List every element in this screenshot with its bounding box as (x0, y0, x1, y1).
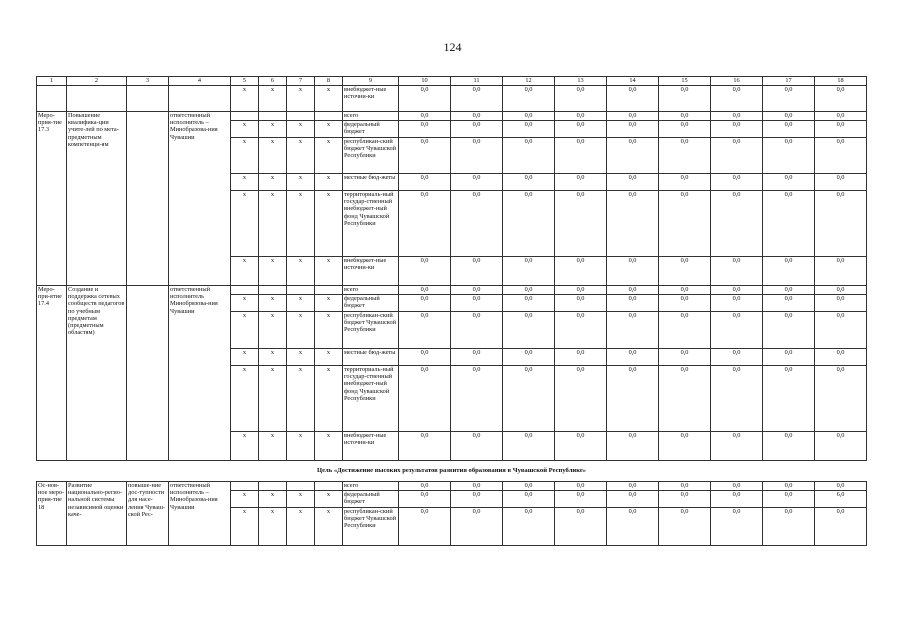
value-cell: 0,0 (659, 174, 711, 191)
funding-source: всего (343, 286, 399, 295)
x-marker: х (259, 432, 287, 461)
value-cell: 0,0 (815, 174, 867, 191)
value-cell: 0,0 (711, 121, 763, 138)
column-number-9: 9 (343, 77, 399, 86)
value-cell: 0,0 (451, 257, 503, 286)
value-cell: 0,0 (711, 482, 763, 491)
empty-cell (287, 482, 315, 491)
value-cell: 0,0 (555, 432, 607, 461)
value-cell: 0,0 (763, 312, 815, 349)
value-cell: 0,0 (659, 138, 711, 174)
value-cell: 0,0 (503, 138, 555, 174)
value-cell: 0,0 (815, 286, 867, 295)
column-number-14: 14 (607, 77, 659, 86)
value-cell: 0,0 (815, 112, 867, 121)
column-number-row (37, 77, 867, 86)
value-cell: 0,0 (607, 366, 659, 432)
value-cell: 0,0 (763, 112, 815, 121)
x-marker: х (287, 257, 315, 286)
column-number-10: 10 (399, 77, 451, 86)
value-cell: 0,0 (815, 121, 867, 138)
x-marker: х (315, 491, 343, 508)
value-cell: 0,0 (451, 138, 503, 174)
x-marker: х (259, 491, 287, 508)
value-cell: 0,0 (607, 491, 659, 508)
column-number-3: 3 (127, 77, 169, 86)
column-number-15: 15 (659, 77, 711, 86)
empty-cell (127, 286, 169, 461)
empty-cell (231, 286, 259, 295)
value-cell: 0,0 (503, 508, 555, 546)
value-cell: 0,0 (399, 482, 451, 491)
x-marker: х (315, 138, 343, 174)
value-cell: 0,0 (711, 191, 763, 257)
value-cell: 0,0 (399, 191, 451, 257)
value-cell: 0,0 (763, 295, 815, 312)
value-cell: 0,0 (503, 174, 555, 191)
value-cell: 0,0 (555, 112, 607, 121)
x-marker: х (315, 349, 343, 366)
value-cell: 0,0 (555, 138, 607, 174)
column-number-17: 17 (763, 77, 815, 86)
empty-cell (315, 286, 343, 295)
x-marker: х (231, 491, 259, 508)
value-cell: 0,0 (763, 482, 815, 491)
value-cell: 0,0 (555, 257, 607, 286)
measure-code: Меро-при-ятие 17.4 (37, 286, 67, 461)
value-cell: 0,0 (607, 432, 659, 461)
value-cell: 0,0 (763, 174, 815, 191)
x-marker: х (315, 432, 343, 461)
value-cell: 6,0 (815, 491, 867, 508)
value-cell: 0,0 (763, 491, 815, 508)
value-cell: 0,0 (607, 286, 659, 295)
value-cell: 0,0 (815, 349, 867, 366)
x-marker: х (287, 312, 315, 349)
value-cell: 0,0 (503, 257, 555, 286)
value-cell: 0,0 (607, 191, 659, 257)
measure-name: Повышение квалифика-ции учите-лей по мета-предметным компетенци-ям (67, 112, 127, 286)
funding-source: республикан-ский бюджет Чувашской Республики (343, 312, 399, 349)
value-cell: 0,0 (451, 191, 503, 257)
value-cell: 0,0 (503, 191, 555, 257)
value-cell: 0,0 (659, 121, 711, 138)
x-marker: х (259, 138, 287, 174)
value-cell: 0,0 (451, 312, 503, 349)
value-cell: 0,0 (503, 349, 555, 366)
value-cell: 0,0 (711, 286, 763, 295)
x-marker: х (231, 86, 259, 112)
empty-cell (169, 86, 231, 112)
x-marker: х (287, 174, 315, 191)
value-cell: 0,0 (607, 112, 659, 121)
value-cell: 0,0 (399, 349, 451, 366)
value-cell: 0,0 (659, 191, 711, 257)
column-number-5: 5 (231, 77, 259, 86)
x-marker: х (259, 86, 287, 112)
x-marker: х (287, 295, 315, 312)
value-cell: 0,0 (399, 432, 451, 461)
funding-source: местные бюд-жеты (343, 174, 399, 191)
x-marker: х (231, 174, 259, 191)
value-cell: 0,0 (815, 295, 867, 312)
empty-cell (287, 112, 315, 121)
value-cell: 0,0 (815, 257, 867, 286)
value-cell: 0,0 (399, 174, 451, 191)
column-number-2: 2 (67, 77, 127, 86)
value-cell: 0,0 (555, 295, 607, 312)
value-cell: 0,0 (711, 366, 763, 432)
measure-name: Развитие национально-регио-нальной системы независимой оценки каче- (67, 482, 127, 546)
x-marker: х (287, 121, 315, 138)
value-cell: 0,0 (711, 257, 763, 286)
x-marker: х (315, 174, 343, 191)
x-marker: х (259, 295, 287, 312)
value-cell: 0,0 (399, 491, 451, 508)
value-cell: 0,0 (607, 138, 659, 174)
x-marker: х (231, 432, 259, 461)
x-marker: х (231, 138, 259, 174)
value-cell: 0,0 (451, 491, 503, 508)
x-marker: х (287, 432, 315, 461)
value-cell: 0,0 (659, 508, 711, 546)
empty-cell (127, 86, 169, 112)
value-cell: 0,0 (555, 121, 607, 138)
empty-cell (231, 482, 259, 491)
x-marker: х (287, 508, 315, 546)
x-marker: х (315, 191, 343, 257)
value-cell: 0,0 (815, 312, 867, 349)
x-marker: х (259, 257, 287, 286)
x-marker: х (315, 86, 343, 112)
value-cell: 0,0 (711, 86, 763, 112)
funding-source: федеральный бюджет (343, 121, 399, 138)
value-cell: 0,0 (607, 257, 659, 286)
column-number-6: 6 (259, 77, 287, 86)
value-cell: 0,0 (763, 286, 815, 295)
measure-executor: ответственный исполнитель – Минобразова-ния Чувашии (169, 112, 231, 286)
value-cell: 0,0 (711, 138, 763, 174)
value-cell: 0,0 (763, 432, 815, 461)
value-cell: 0,0 (659, 312, 711, 349)
x-marker: х (259, 191, 287, 257)
value-cell: 0,0 (763, 138, 815, 174)
value-cell: 0,0 (451, 432, 503, 461)
x-marker: х (231, 257, 259, 286)
table-row (37, 112, 867, 121)
value-cell: 0,0 (711, 432, 763, 461)
value-cell: 0,0 (399, 121, 451, 138)
value-cell: 0,0 (711, 312, 763, 349)
x-marker: х (231, 366, 259, 432)
x-marker: х (259, 121, 287, 138)
value-cell: 0,0 (815, 482, 867, 491)
x-marker: х (231, 191, 259, 257)
x-marker: х (231, 349, 259, 366)
value-cell: 0,0 (451, 121, 503, 138)
x-marker: х (259, 508, 287, 546)
funding-source: всего (343, 482, 399, 491)
value-cell: 0,0 (659, 86, 711, 112)
value-cell: 0,0 (399, 366, 451, 432)
measure-name: Создание и поддержка сетевых сообществ педагогов по учебным предметам (предметным областям) (67, 286, 127, 461)
page-number: 124 (443, 40, 462, 54)
x-marker: х (231, 121, 259, 138)
value-cell: 0,0 (607, 349, 659, 366)
empty-cell (287, 286, 315, 295)
value-cell: 0,0 (711, 112, 763, 121)
x-marker: х (315, 508, 343, 546)
value-cell: 0,0 (659, 366, 711, 432)
value-cell: 0,0 (607, 174, 659, 191)
value-cell: 0,0 (555, 174, 607, 191)
measure-code: Ос-нов-ное меро-прия-тие 18 (37, 482, 67, 546)
value-cell: 0,0 (555, 349, 607, 366)
value-cell: 0,0 (659, 286, 711, 295)
value-cell: 0,0 (503, 286, 555, 295)
value-cell: 0,0 (451, 174, 503, 191)
value-cell: 0,0 (711, 491, 763, 508)
value-cell: 0,0 (711, 349, 763, 366)
empty-cell (231, 112, 259, 121)
measure-goal-text: повыше-ние дос-тупности для насе-ления Чуваш-ской Рес- (127, 482, 169, 546)
column-number-16: 16 (711, 77, 763, 86)
value-cell: 0,0 (607, 86, 659, 112)
empty-cell (315, 482, 343, 491)
column-number-1: 1 (37, 77, 67, 86)
budget-table-sheet (36, 76, 866, 546)
x-marker: х (259, 174, 287, 191)
x-marker: х (315, 121, 343, 138)
value-cell: 0,0 (555, 86, 607, 112)
value-cell: 0,0 (607, 312, 659, 349)
funding-source: всего (343, 112, 399, 121)
value-cell: 0,0 (607, 482, 659, 491)
value-cell: 0,0 (399, 257, 451, 286)
funding-source: территориаль-ный государ-ственный внебюджет-ный фонд Чувашской Республики (343, 366, 399, 432)
value-cell: 0,0 (763, 366, 815, 432)
value-cell: 0,0 (451, 286, 503, 295)
measure-executor: ответственный исполнитель – Минобразова-ния Чувашии (169, 482, 231, 546)
value-cell: 0,0 (451, 86, 503, 112)
value-cell: 0,0 (451, 482, 503, 491)
value-cell: 0,0 (451, 508, 503, 546)
value-cell: 0,0 (451, 349, 503, 366)
x-marker: х (287, 138, 315, 174)
value-cell: 0,0 (503, 366, 555, 432)
column-number-13: 13 (555, 77, 607, 86)
column-number-7: 7 (287, 77, 315, 86)
value-cell: 0,0 (399, 312, 451, 349)
funding-source: федеральный бюджет (343, 295, 399, 312)
value-cell: 0,0 (503, 432, 555, 461)
value-cell: 0,0 (607, 508, 659, 546)
value-cell: 0,0 (503, 491, 555, 508)
column-number-12: 12 (503, 77, 555, 86)
x-marker: х (315, 295, 343, 312)
funding-source: республикан-ский бюджет Чувашской Республики (343, 508, 399, 546)
value-cell: 0,0 (503, 312, 555, 349)
value-cell: 0,0 (451, 295, 503, 312)
x-marker: х (287, 191, 315, 257)
x-marker: х (231, 295, 259, 312)
empty-cell (259, 112, 287, 121)
column-number-8: 8 (315, 77, 343, 86)
funding-source: внебюджет-ные источни-ки (343, 432, 399, 461)
empty-cell (315, 112, 343, 121)
value-cell: 0,0 (659, 432, 711, 461)
table-row (37, 461, 867, 482)
x-marker: х (231, 508, 259, 546)
value-cell: 0,0 (451, 112, 503, 121)
value-cell: 0,0 (503, 86, 555, 112)
goal-heading: Цель «Достижение высоких результатов развития образования в Чувашской Республике» (37, 461, 867, 482)
value-cell: 0,0 (555, 482, 607, 491)
funding-source: территориаль-ный государ-ственный внебюджет-ный фонд Чувашской Республики (343, 191, 399, 257)
value-cell: 0,0 (659, 349, 711, 366)
value-cell: 0,0 (555, 508, 607, 546)
value-cell: 0,0 (763, 121, 815, 138)
empty-cell (37, 86, 67, 112)
funding-source: республикан-ский бюджет Чувашской Республики (343, 138, 399, 174)
value-cell: 0,0 (555, 286, 607, 295)
value-cell: 0,0 (815, 508, 867, 546)
empty-cell (259, 482, 287, 491)
value-cell: 0,0 (555, 491, 607, 508)
value-cell: 0,0 (815, 432, 867, 461)
funding-source: внебюджет-ные источни-ки (343, 86, 399, 112)
x-marker: х (315, 366, 343, 432)
x-marker: х (287, 491, 315, 508)
value-cell: 0,0 (503, 121, 555, 138)
x-marker: х (231, 312, 259, 349)
x-marker: х (259, 349, 287, 366)
value-cell: 0,0 (555, 312, 607, 349)
column-number-4: 4 (169, 77, 231, 86)
x-marker: х (287, 86, 315, 112)
value-cell: 0,0 (399, 295, 451, 312)
value-cell: 0,0 (607, 121, 659, 138)
value-cell: 0,0 (503, 112, 555, 121)
value-cell: 0,0 (815, 191, 867, 257)
value-cell: 0,0 (763, 257, 815, 286)
value-cell: 0,0 (711, 174, 763, 191)
value-cell: 0,0 (659, 482, 711, 491)
x-marker: х (315, 257, 343, 286)
value-cell: 0,0 (399, 112, 451, 121)
empty-cell (67, 86, 127, 112)
value-cell: 0,0 (763, 191, 815, 257)
value-cell: 0,0 (503, 295, 555, 312)
value-cell: 0,0 (451, 366, 503, 432)
value-cell: 0,0 (503, 482, 555, 491)
value-cell: 0,0 (659, 257, 711, 286)
funding-source: местные бюд-жеты (343, 349, 399, 366)
value-cell: 0,0 (815, 366, 867, 432)
value-cell: 0,0 (659, 295, 711, 312)
empty-cell (259, 286, 287, 295)
funding-source: внебюджет-ные источни-ки (343, 257, 399, 286)
measure-code: Меро-прия-тие 17.3 (37, 112, 67, 286)
value-cell: 0,0 (659, 491, 711, 508)
value-cell: 0,0 (763, 349, 815, 366)
value-cell: 0,0 (555, 366, 607, 432)
measure-executor: ответственный исполнитель Минобрязова-ния Чувашии (169, 286, 231, 461)
x-marker: х (315, 312, 343, 349)
x-marker: х (287, 349, 315, 366)
value-cell: 0,0 (763, 86, 815, 112)
value-cell: 0,0 (711, 508, 763, 546)
table-row (37, 482, 867, 491)
value-cell: 0,0 (399, 86, 451, 112)
column-number-18: 18 (815, 77, 867, 86)
value-cell: 0,0 (815, 138, 867, 174)
table-row (37, 286, 867, 295)
table-row (37, 86, 867, 112)
budget-table (36, 76, 867, 546)
value-cell: 0,0 (607, 295, 659, 312)
value-cell: 0,0 (555, 191, 607, 257)
value-cell: 0,0 (815, 86, 867, 112)
value-cell: 0,0 (399, 508, 451, 546)
value-cell: 0,0 (399, 138, 451, 174)
value-cell: 0,0 (399, 286, 451, 295)
x-marker: х (259, 312, 287, 349)
empty-cell (127, 112, 169, 286)
value-cell: 0,0 (763, 508, 815, 546)
value-cell: 0,0 (659, 112, 711, 121)
funding-source: федеральный бюджет (343, 491, 399, 508)
value-cell: 0,0 (711, 295, 763, 312)
x-marker: х (259, 366, 287, 432)
column-number-11: 11 (451, 77, 503, 86)
x-marker: х (287, 366, 315, 432)
